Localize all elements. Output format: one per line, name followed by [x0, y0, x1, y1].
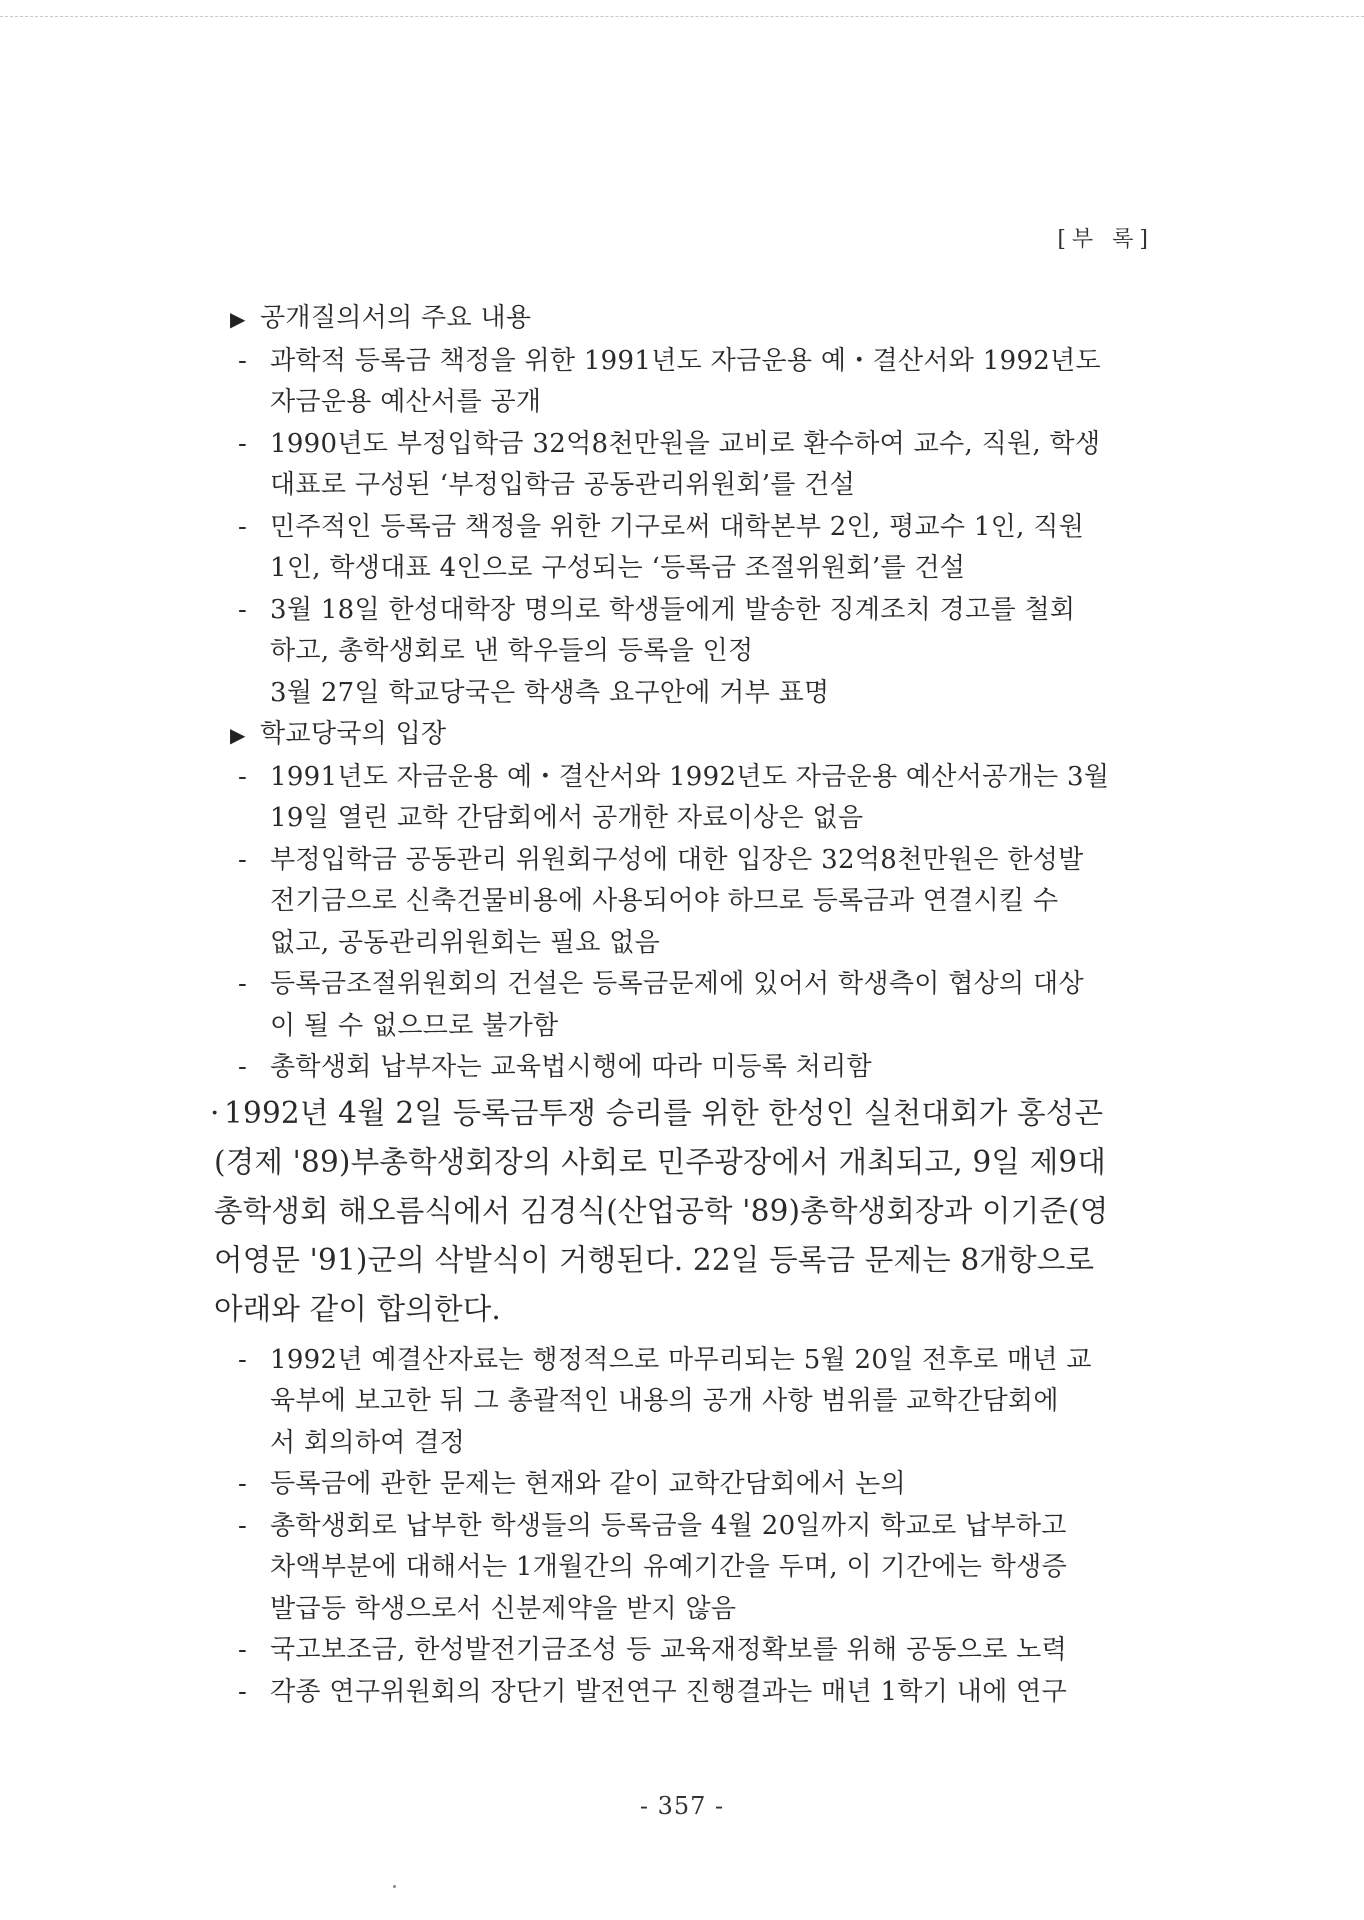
list-item-continuation: 서 회의하여 결정 [270, 1427, 466, 1458]
dot-bullet-marker: · [210, 1095, 220, 1130]
section-heading-open-inquiry: ▶ 공개질의서의 주요 내용 [210, 298, 1154, 341]
list-item: - 3월 18일 한성대학장 명의로 학생들에게 발송한 징계조치 경고를 철회 [210, 590, 1154, 632]
list-item: - 과학적 등록금 책정을 위한 1991년도 자금운용 예・결산서와 1992년도 [210, 341, 1154, 383]
top-border-rule [0, 16, 1364, 17]
main-paragraph-line: · 1992년 4월 2일 등록금투쟁 승리를 위한 한성인 실천대회가 홍성곤 [210, 1089, 1154, 1138]
list-item-continuation: 차액부분에 대해서는 1개월간의 유예기간을 두며, 이 기간에는 학생증 [270, 1552, 1068, 1582]
dash-marker: - [238, 1052, 248, 1082]
page-number: - 357 - [639, 1792, 725, 1820]
list-item-continuation: 육부에 보고한 뒤 그 총괄적인 내용의 공개 사항 범위를 교학간담회에 [270, 1386, 1059, 1416]
dash-marker: - [238, 594, 248, 625]
dash-marker: - [238, 761, 248, 792]
list-item: - 민주적인 등록금 책정을 위한 기구로써 대학본부 2인, 평교수 1인, 직원 [210, 507, 1154, 549]
list-item-continuation: 19일 열린 교학 간담회에서 공개한 자료이상은 없음 [270, 803, 864, 833]
list-item-continuation: 전기금으로 신축건물비용에 사용되어야 하므로 등록금과 연결시킬 수 [270, 886, 1059, 916]
dash-marker: - [238, 1635, 248, 1665]
list-item: - 각종 연구위원회의 장단기 발전연구 진행결과는 매년 1학기 내에 연구 [210, 1672, 1154, 1714]
list-item-continuation: 자금운용 예산서를 공개 [270, 387, 542, 417]
list-item-continuation: 1인, 학생대표 4인으로 구성되는 ‘등록금 조절위원회’를 건설 [270, 553, 966, 583]
dash-marker: - [238, 345, 248, 376]
scan-speck [393, 1885, 396, 1888]
dash-marker: - [238, 1469, 248, 1499]
list-item: - 총학생회로 납부한 학생들의 등록금을 4월 20일까지 학교로 납부하고 [210, 1506, 1154, 1548]
dash-marker: - [238, 511, 248, 542]
list-item: - 부정입학금 공동관리 위원회구성에 대한 입장은 32억8천만원은 한성발 [210, 840, 1154, 882]
list-item: - 등록금에 관한 문제는 현재와 같이 교학간담회에서 논의 [210, 1464, 1154, 1506]
dash-marker: - [238, 844, 248, 875]
triangle-bullet-icon: ▶ [230, 307, 246, 331]
appendix-header: [부 록] [1057, 227, 1154, 252]
dash-marker: - [238, 428, 248, 459]
dash-marker: - [238, 1510, 248, 1541]
dash-marker: - [238, 1344, 248, 1375]
list-item: - 등록금조절위원회의 건설은 등록금문제에 있어서 학생측이 협상의 대상 [210, 964, 1154, 1006]
list-item: - 1990년도 부정입학금 32억8천만원을 교비로 환수하여 교수, 직원, 학생 [210, 424, 1154, 466]
list-item: - 1991년도 자금운용 예・결산서와 1992년도 자금운용 예산서공개는 3월 [210, 757, 1154, 799]
dash-marker: - [238, 1676, 248, 1707]
list-item-continuation: 하고, 총학생회로 낸 학우들의 등록을 인정 [270, 636, 754, 666]
main-paragraph-line: (경제 '89)부총학생회장의 사회로 민주광장에서 개최되고, 9일 제9대 [214, 1144, 1107, 1179]
list-item: - 총학생회 납부자는 교육법시행에 따라 미등록 처리함 [210, 1047, 1154, 1089]
main-paragraph-line: 총학생회 해오름식에서 김경식(산업공학 '89)총학생회장과 이기준(영 [214, 1193, 1109, 1228]
list-item-continuation: 대표로 구성된 ‘부정입학금 공동관리위원회’를 건설 [270, 470, 856, 500]
section-note: 3월 27일 학교당국은 학생측 요구안에 거부 표명 [270, 677, 830, 708]
list-item: - 1992년 예결산자료는 행정적으로 마무리되는 5월 20일 전후로 매년 교 [210, 1340, 1154, 1382]
main-paragraph-line: 아래와 같이 합의한다. [214, 1291, 502, 1326]
section-heading-school-position: ▶ 학교당국의 입장 [210, 714, 1154, 757]
document-body [210, 298, 1154, 1713]
triangle-bullet-icon: ▶ [230, 723, 246, 747]
list-item-continuation: 없고, 공동관리위원회는 필요 없음 [270, 927, 661, 958]
list-item-continuation: 발급등 학생으로서 신분제약을 받지 않음 [270, 1593, 737, 1624]
list-item-continuation: 이 될 수 없으므로 불가함 [270, 1010, 559, 1041]
dash-marker: - [238, 969, 248, 999]
list-item: - 국고보조금, 한성발전기금조성 등 교육재정확보를 위해 공동으로 노력 [210, 1630, 1154, 1672]
main-paragraph-line: 어영문 '91)군의 삭발식이 거행된다. 22일 등록금 문제는 8개항으로 [214, 1242, 1095, 1277]
